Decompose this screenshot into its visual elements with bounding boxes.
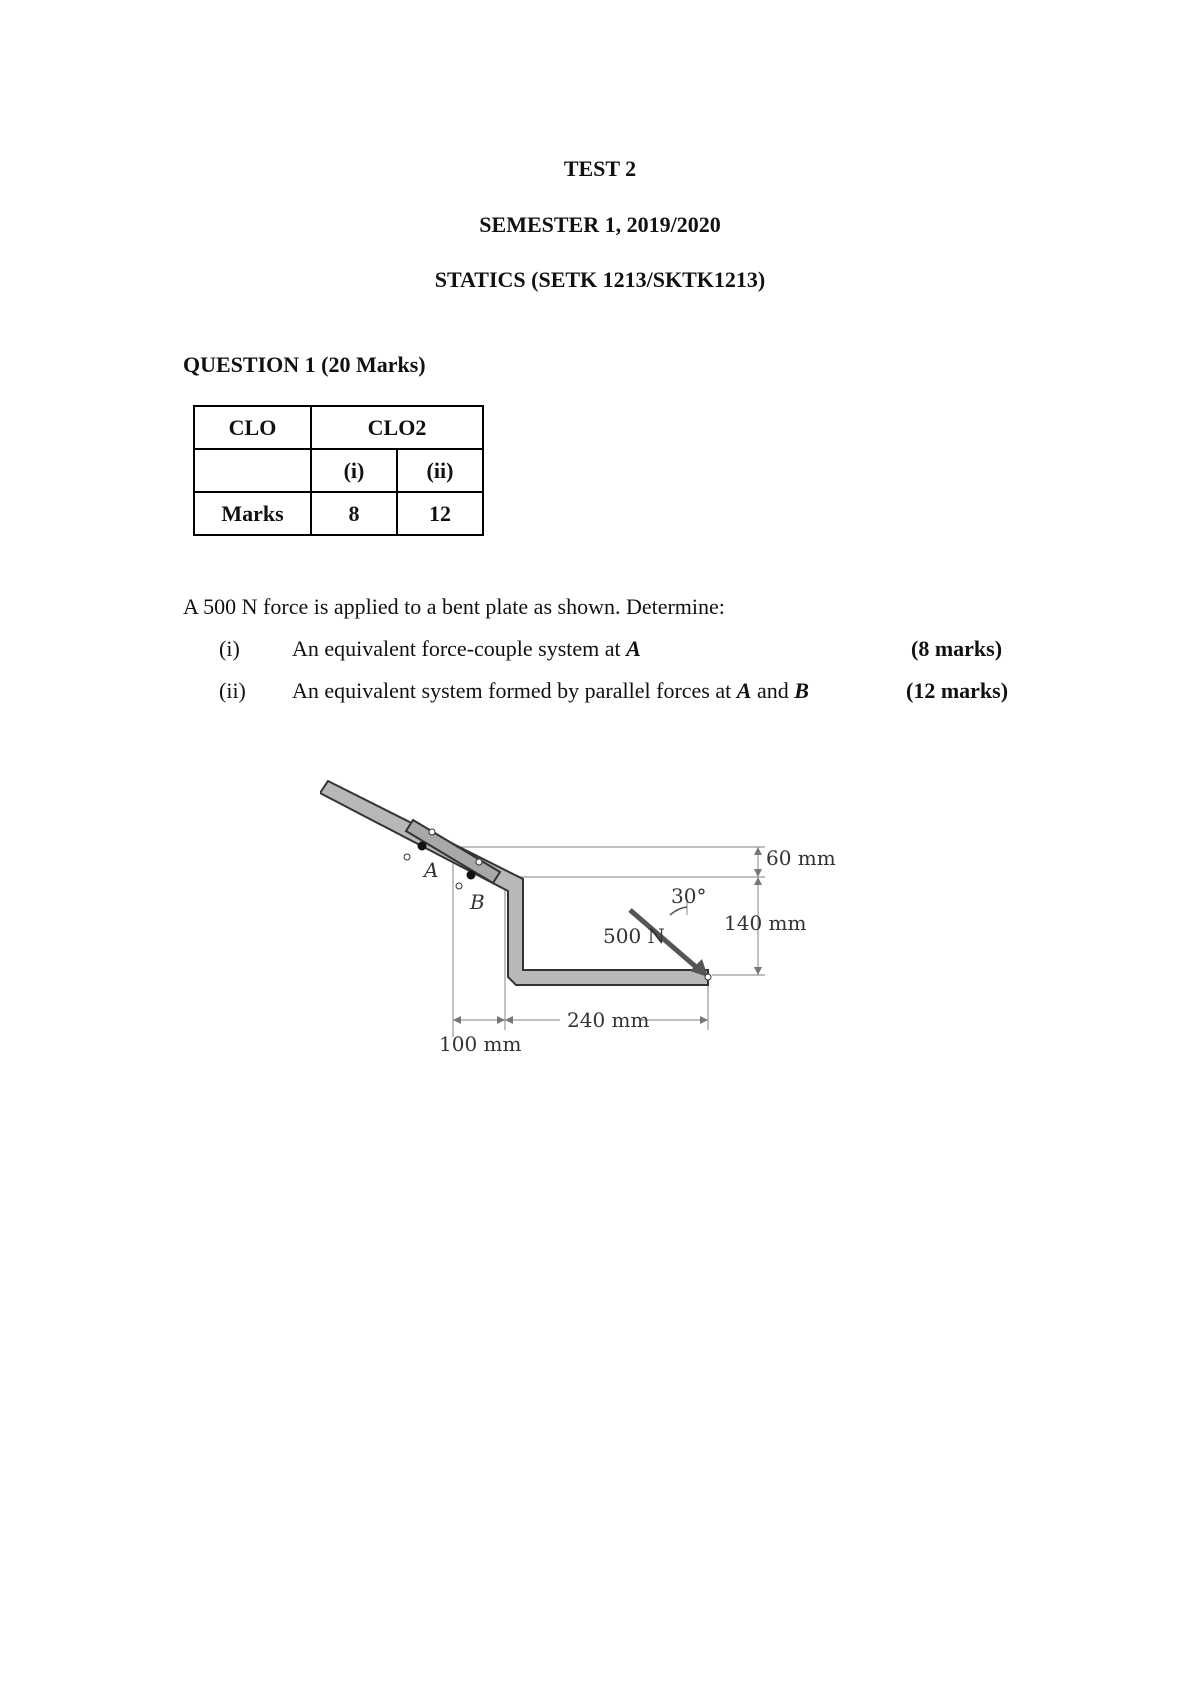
bolt-head-icon [476,859,482,865]
table-row [194,449,483,492]
label-angle: 30° [671,884,707,908]
point-b-bolt [467,871,476,880]
clo-header-cell: CLO [194,406,311,449]
label-force: 500 N [603,924,666,948]
clo2-header-cell: CLO2 [311,406,483,449]
bolt-head-icon [429,829,435,835]
marks-value-i: 8 [311,492,397,535]
table-row [194,492,483,535]
part-number: (ii) [219,678,246,703]
part-number: (i) [219,636,240,661]
label-dim-100: 100 mm [439,1032,522,1056]
question-heading: QUESTION 1 (20 Marks) [183,352,426,377]
empty-cell [194,449,311,492]
point-a-ref: A [626,636,641,661]
bolt-head-icon [456,883,462,889]
point-a-bolt [418,842,427,851]
bent-plate-figure [320,765,860,1065]
test-title: TEST 2 [563,156,637,181]
question-intro: A 500 N force is applied to a bent plate as shown. Determine: [183,594,725,619]
marks-value-ii: 12 [397,492,483,535]
part-text-pre: An equivalent system formed by parallel forces at [292,678,737,703]
label-point-b: B [470,890,485,914]
bolt-head-icon [404,854,410,860]
part-text [292,636,641,662]
sub-header-i: (i) [311,449,397,492]
clo-table [193,405,484,536]
sub-header-ii: (ii) [397,449,483,492]
point-a-ref: A [736,678,752,703]
label-point-a: A [424,858,439,882]
part-text-pre: An equivalent force-couple system at [292,636,627,661]
marks-label-cell: Marks [194,492,311,535]
table-row [194,406,483,449]
label-dim-60: 60 mm [766,846,836,870]
course-title: STATICS (SETK 1213/SKTK1213) [434,267,766,292]
semester-title: SEMESTER 1, 2019/2020 [479,212,721,237]
angle-arc [670,907,687,915]
part-marks: (8 marks) [911,636,1003,661]
bent-plate [320,781,708,985]
label-dim-140: 140 mm [724,911,807,935]
label-dim-240: 240 mm [567,1008,650,1032]
part-text-mid: and [751,678,795,703]
part-marks: (12 marks) [906,678,1009,703]
point-b-ref: B [794,678,809,703]
force-application-point [705,974,711,980]
part-text [292,678,809,704]
